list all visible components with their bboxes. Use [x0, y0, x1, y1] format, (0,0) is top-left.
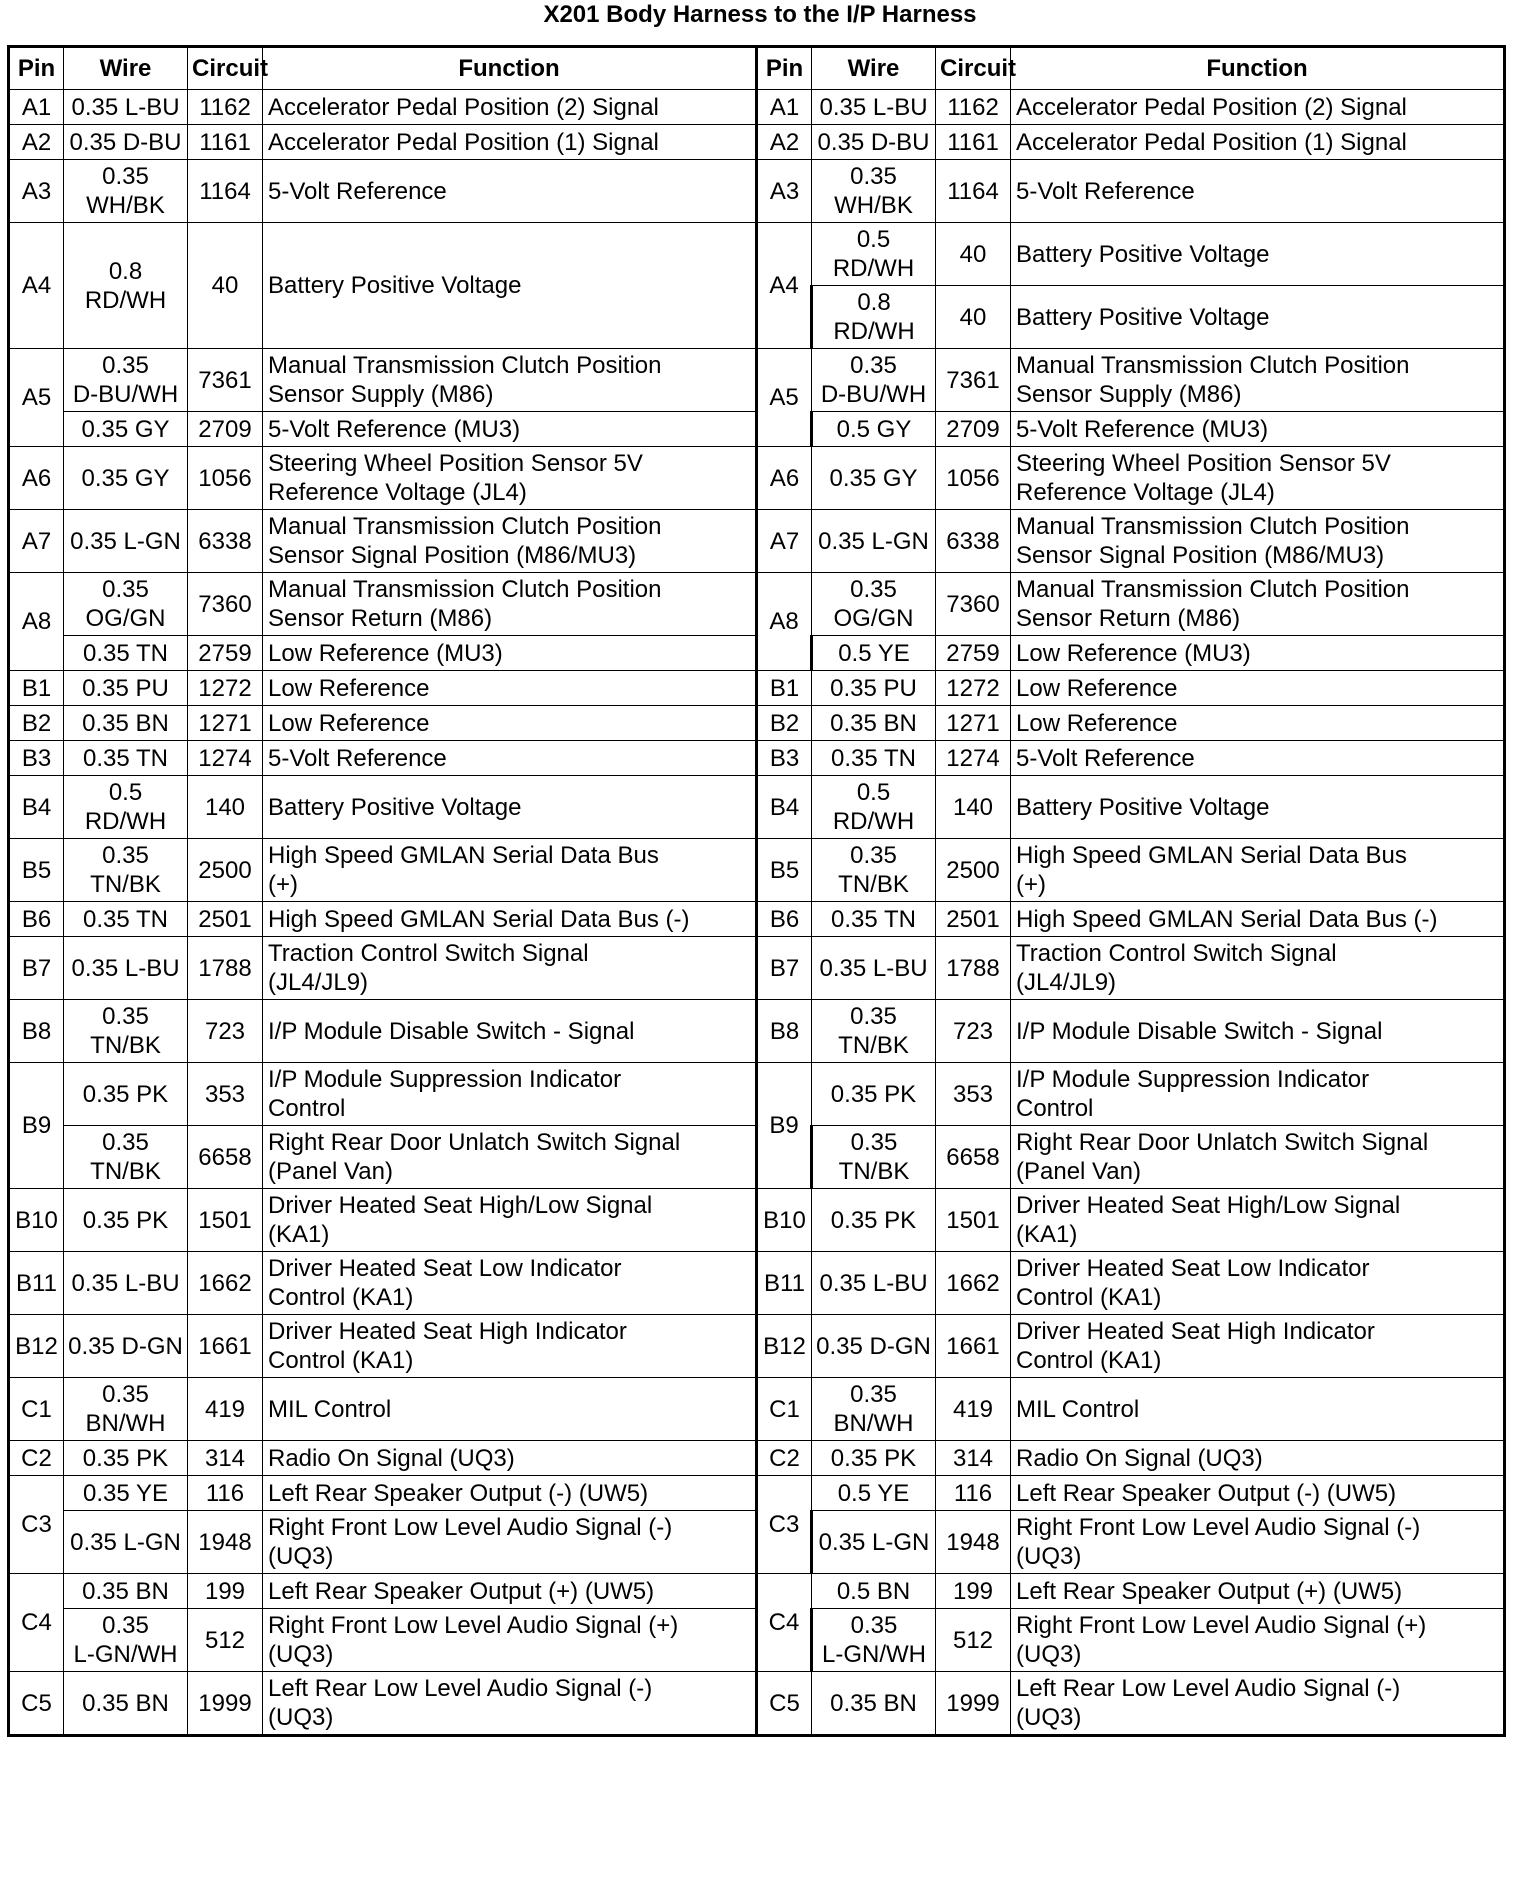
- circuit-cell: 2759: [188, 636, 263, 671]
- circuit-cell: 1161: [188, 125, 263, 160]
- function-cell: Battery Positive Voltage: [1011, 223, 1505, 286]
- function-cell: Driver Heated Seat Low Indicator Control (KA1): [263, 1252, 757, 1315]
- circuit-cell: 1999: [936, 1672, 1011, 1736]
- pin-cell: A5: [757, 349, 812, 447]
- wire-cell: 0.35 L-GN: [812, 510, 936, 573]
- header-pin: Pin: [757, 47, 812, 90]
- function-cell: High Speed GMLAN Serial Data Bus (+): [1011, 839, 1505, 902]
- pin-cell: B6: [757, 902, 812, 937]
- wire-cell: 0.5 RD/WH: [64, 776, 188, 839]
- wire-cell: 0.35 L-GN: [64, 510, 188, 573]
- function-cell: 5-Volt Reference: [263, 741, 757, 776]
- header-wire: Wire: [812, 47, 936, 90]
- function-cell: Right Front Low Level Audio Signal (+) (UQ3): [263, 1609, 757, 1672]
- wire-cell: 0.35 OG/GN: [812, 573, 936, 636]
- wire-cell: 0.35 L-GN/WH: [64, 1609, 188, 1672]
- function-cell: Manual Transmission Clutch Position Sensor Signal Position (M86/MU3): [1011, 510, 1505, 573]
- function-cell: Driver Heated Seat High/Low Signal (KA1): [1011, 1189, 1505, 1252]
- wire-cell: 0.35 L-BU: [64, 937, 188, 1000]
- circuit-cell: 1272: [936, 671, 1011, 706]
- wire-cell: 0.35 YE: [64, 1476, 188, 1511]
- circuit-cell: 1164: [936, 160, 1011, 223]
- circuit-cell: 199: [188, 1574, 263, 1609]
- function-cell: High Speed GMLAN Serial Data Bus (-): [1011, 902, 1505, 937]
- pin-cell: B12: [757, 1315, 812, 1378]
- wire-cell: 0.35 L-BU: [812, 90, 936, 125]
- circuit-cell: 116: [188, 1476, 263, 1511]
- pin-cell: C2: [757, 1441, 812, 1476]
- circuit-cell: 1788: [188, 937, 263, 1000]
- circuit-cell: 512: [188, 1609, 263, 1672]
- wire-cell: 0.5 RD/WH: [812, 223, 936, 286]
- wire-cell: 0.5 BN: [812, 1574, 936, 1609]
- circuit-cell: 314: [188, 1441, 263, 1476]
- table-row: [9, 671, 1505, 706]
- pin-cell: B9: [9, 1063, 64, 1189]
- circuit-cell: 7361: [936, 349, 1011, 412]
- circuit-cell: 419: [188, 1378, 263, 1441]
- function-cell: Right Front Low Level Audio Signal (-) (UQ3): [263, 1511, 757, 1574]
- pin-cell: A6: [757, 447, 812, 510]
- wire-cell: 0.35 BN: [64, 1672, 188, 1736]
- circuit-cell: 1056: [188, 447, 263, 510]
- circuit-cell: 353: [936, 1063, 1011, 1126]
- table-row: [9, 1378, 1505, 1441]
- pin-cell: A3: [757, 160, 812, 223]
- pin-cell: B1: [9, 671, 64, 706]
- table-row: [9, 573, 1505, 636]
- wire-cell: 0.35 L-GN/WH: [812, 1609, 936, 1672]
- pin-cell: B5: [9, 839, 64, 902]
- circuit-cell: 1161: [936, 125, 1011, 160]
- table-row: [9, 160, 1505, 223]
- wire-cell: 0.35 L-BU: [812, 1252, 936, 1315]
- function-cell: Manual Transmission Clutch Position Sensor Return (M86): [1011, 573, 1505, 636]
- pin-cell: C5: [757, 1672, 812, 1736]
- wire-cell: 0.8 RD/WH: [64, 223, 188, 349]
- wire-cell: 0.35 BN/WH: [812, 1378, 936, 1441]
- wire-cell: 0.5 YE: [812, 1476, 936, 1511]
- function-cell: Accelerator Pedal Position (1) Signal: [263, 125, 757, 160]
- circuit-cell: 2500: [188, 839, 263, 902]
- table-row: [9, 839, 1505, 902]
- wire-cell: 0.35 D-GN: [64, 1315, 188, 1378]
- function-cell: Right Rear Door Unlatch Switch Signal (Panel Van): [263, 1126, 757, 1189]
- pin-cell: A1: [9, 90, 64, 125]
- pin-cell: A8: [9, 573, 64, 671]
- pin-cell: B4: [757, 776, 812, 839]
- function-cell: Steering Wheel Position Sensor 5V Reference Voltage (JL4): [1011, 447, 1505, 510]
- function-cell: Right Rear Door Unlatch Switch Signal (Panel Van): [1011, 1126, 1505, 1189]
- function-cell: Battery Positive Voltage: [263, 776, 757, 839]
- function-cell: I/P Module Disable Switch - Signal: [263, 1000, 757, 1063]
- pin-cell: A8: [757, 573, 812, 671]
- wire-cell: 0.35 D-BU/WH: [812, 349, 936, 412]
- wire-cell: 0.35 TN: [812, 741, 936, 776]
- function-cell: Battery Positive Voltage: [263, 223, 757, 349]
- wire-cell: 0.35 L-GN: [812, 1511, 936, 1574]
- function-cell: Low Reference: [263, 706, 757, 741]
- function-cell: High Speed GMLAN Serial Data Bus (+): [263, 839, 757, 902]
- function-cell: Left Rear Speaker Output (-) (UW5): [1011, 1476, 1505, 1511]
- function-cell: High Speed GMLAN Serial Data Bus (-): [263, 902, 757, 937]
- circuit-cell: 199: [936, 1574, 1011, 1609]
- wire-cell: 0.35 BN: [812, 1672, 936, 1736]
- function-cell: Accelerator Pedal Position (2) Signal: [1011, 90, 1505, 125]
- connector-table: [7, 45, 1506, 1737]
- pin-cell: A1: [757, 90, 812, 125]
- table-row: [9, 741, 1505, 776]
- function-cell: Manual Transmission Clutch Position Sensor Return (M86): [263, 573, 757, 636]
- function-cell: Battery Positive Voltage: [1011, 286, 1505, 349]
- circuit-cell: 2501: [188, 902, 263, 937]
- pin-cell: A7: [9, 510, 64, 573]
- wire-cell: 0.35 TN/BK: [812, 1126, 936, 1189]
- circuit-cell: 1948: [936, 1511, 1011, 1574]
- table-row: [9, 1189, 1505, 1252]
- table-row: [9, 902, 1505, 937]
- circuit-cell: 6338: [188, 510, 263, 573]
- header-function: Function: [263, 47, 757, 90]
- wire-cell: 0.35 BN: [812, 706, 936, 741]
- circuit-cell: 1056: [936, 447, 1011, 510]
- table-body: [9, 90, 1505, 1736]
- circuit-cell: 1271: [936, 706, 1011, 741]
- pin-cell: C3: [9, 1476, 64, 1574]
- header-circuit: Circuit: [188, 47, 263, 90]
- wire-cell: 0.35 GY: [64, 447, 188, 510]
- header-wire: Wire: [64, 47, 188, 90]
- table-row: [9, 447, 1505, 510]
- wire-cell: 0.35 L-BU: [812, 937, 936, 1000]
- function-cell: Low Reference: [1011, 671, 1505, 706]
- wire-cell: 0.35 TN/BK: [812, 839, 936, 902]
- circuit-cell: 1272: [188, 671, 263, 706]
- pin-cell: B7: [9, 937, 64, 1000]
- table-row: [9, 1441, 1505, 1476]
- wire-cell: 0.35 D-BU/WH: [64, 349, 188, 412]
- function-cell: Manual Transmission Clutch Position Sensor Signal Position (M86/MU3): [263, 510, 757, 573]
- wire-cell: 0.35 L-BU: [64, 1252, 188, 1315]
- circuit-cell: 1271: [188, 706, 263, 741]
- wire-cell: 0.35 TN: [64, 636, 188, 671]
- pin-cell: B7: [757, 937, 812, 1000]
- pin-cell: C2: [9, 1441, 64, 1476]
- function-cell: Left Rear Speaker Output (+) (UW5): [263, 1574, 757, 1609]
- circuit-cell: 2709: [936, 412, 1011, 447]
- table-row: [9, 1252, 1505, 1315]
- function-cell: Driver Heated Seat High Indicator Control (KA1): [263, 1315, 757, 1378]
- wire-cell: 0.35 WH/BK: [64, 160, 188, 223]
- wire-cell: 0.35 OG/GN: [64, 573, 188, 636]
- function-cell: 5-Volt Reference: [263, 160, 757, 223]
- wire-cell: 0.35 D-BU: [64, 125, 188, 160]
- function-cell: Manual Transmission Clutch Position Sensor Supply (M86): [263, 349, 757, 412]
- circuit-cell: 2709: [188, 412, 263, 447]
- circuit-cell: 2501: [936, 902, 1011, 937]
- function-cell: Right Front Low Level Audio Signal (-) (UQ3): [1011, 1511, 1505, 1574]
- function-cell: Manual Transmission Clutch Position Sensor Supply (M86): [1011, 349, 1505, 412]
- pin-cell: A3: [9, 160, 64, 223]
- wire-cell: 0.35 PK: [812, 1441, 936, 1476]
- function-cell: I/P Module Suppression Indicator Control: [263, 1063, 757, 1126]
- header-function: Function: [1011, 47, 1505, 90]
- circuit-cell: 1662: [936, 1252, 1011, 1315]
- pin-cell: B6: [9, 902, 64, 937]
- pin-cell: A4: [757, 223, 812, 349]
- function-cell: Radio On Signal (UQ3): [263, 1441, 757, 1476]
- wire-cell: 0.35 BN: [64, 1574, 188, 1609]
- circuit-cell: 6338: [936, 510, 1011, 573]
- pin-cell: C1: [757, 1378, 812, 1441]
- function-cell: Low Reference: [1011, 706, 1505, 741]
- table-title: X201 Body Harness to the I/P Harness: [543, 1, 977, 28]
- wire-cell: 0.8 RD/WH: [812, 286, 936, 349]
- circuit-cell: 7361: [188, 349, 263, 412]
- circuit-cell: 6658: [936, 1126, 1011, 1189]
- circuit-cell: 1501: [936, 1189, 1011, 1252]
- function-cell: Low Reference: [263, 671, 757, 706]
- pin-cell: A4: [9, 223, 64, 349]
- wire-cell: 0.35 TN: [64, 902, 188, 937]
- header-circuit: Circuit: [936, 47, 1011, 90]
- pin-cell: A2: [757, 125, 812, 160]
- circuit-cell: 140: [936, 776, 1011, 839]
- wire-cell: 0.35 BN: [64, 706, 188, 741]
- pin-cell: B10: [9, 1189, 64, 1252]
- pin-cell: B5: [757, 839, 812, 902]
- table-row: [9, 1315, 1505, 1378]
- wire-cell: 0.35 PK: [812, 1189, 936, 1252]
- pin-cell: A7: [757, 510, 812, 573]
- pin-cell: A5: [9, 349, 64, 447]
- pin-cell: C1: [9, 1378, 64, 1441]
- table-row: [9, 125, 1505, 160]
- circuit-cell: 140: [188, 776, 263, 839]
- pin-cell: B8: [757, 1000, 812, 1063]
- function-cell: Driver Heated Seat Low Indicator Control (KA1): [1011, 1252, 1505, 1315]
- function-cell: Driver Heated Seat High Indicator Control (KA1): [1011, 1315, 1505, 1378]
- table-row: [9, 1000, 1505, 1063]
- wire-cell: 0.5 GY: [812, 412, 936, 447]
- wire-cell: 0.35 PK: [64, 1063, 188, 1126]
- function-cell: Left Rear Low Level Audio Signal (-) (UQ3): [263, 1672, 757, 1736]
- pin-cell: B4: [9, 776, 64, 839]
- pin-cell: C4: [9, 1574, 64, 1672]
- circuit-cell: 1948: [188, 1511, 263, 1574]
- function-cell: Radio On Signal (UQ3): [1011, 1441, 1505, 1476]
- wire-cell: 0.35 TN/BK: [64, 1000, 188, 1063]
- circuit-cell: 419: [936, 1378, 1011, 1441]
- pin-cell: C4: [757, 1574, 812, 1672]
- wire-cell: 0.35 WH/BK: [812, 160, 936, 223]
- table-row: [9, 706, 1505, 741]
- wire-cell: 0.35 TN/BK: [64, 839, 188, 902]
- wire-cell: 0.35 L-BU: [64, 90, 188, 125]
- circuit-cell: 7360: [936, 573, 1011, 636]
- function-cell: Low Reference (MU3): [1011, 636, 1505, 671]
- function-cell: MIL Control: [263, 1378, 757, 1441]
- pin-cell: B10: [757, 1189, 812, 1252]
- table-row: [9, 937, 1505, 1000]
- function-cell: 5-Volt Reference: [1011, 160, 1505, 223]
- circuit-cell: 353: [188, 1063, 263, 1126]
- function-cell: Left Rear Speaker Output (+) (UW5): [1011, 1574, 1505, 1609]
- function-cell: Low Reference (MU3): [263, 636, 757, 671]
- circuit-cell: 723: [936, 1000, 1011, 1063]
- wire-cell: 0.35 D-GN: [812, 1315, 936, 1378]
- wire-cell: 0.35 TN: [64, 741, 188, 776]
- wire-cell: 0.35 TN: [812, 902, 936, 937]
- table-row: [9, 510, 1505, 573]
- wire-cell: 0.35 D-BU: [812, 125, 936, 160]
- table-row: [9, 349, 1505, 412]
- circuit-cell: 1162: [188, 90, 263, 125]
- wire-cell: 0.35 L-GN: [64, 1511, 188, 1574]
- circuit-cell: 40: [188, 223, 263, 349]
- circuit-cell: 1788: [936, 937, 1011, 1000]
- circuit-cell: 1661: [188, 1315, 263, 1378]
- pin-cell: A6: [9, 447, 64, 510]
- table-row: [9, 1063, 1505, 1126]
- circuit-cell: 1662: [188, 1252, 263, 1315]
- function-cell: Traction Control Switch Signal (JL4/JL9): [263, 937, 757, 1000]
- circuit-cell: 512: [936, 1609, 1011, 1672]
- circuit-cell: 6658: [188, 1126, 263, 1189]
- circuit-cell: 1274: [188, 741, 263, 776]
- pin-cell: B1: [757, 671, 812, 706]
- table-row: [9, 1574, 1505, 1609]
- table-row: [9, 1672, 1505, 1736]
- function-cell: Battery Positive Voltage: [1011, 776, 1505, 839]
- pin-cell: B3: [757, 741, 812, 776]
- table-row: [9, 1476, 1505, 1511]
- wire-cell: 0.35 PU: [64, 671, 188, 706]
- circuit-cell: 2500: [936, 839, 1011, 902]
- circuit-cell: 723: [188, 1000, 263, 1063]
- circuit-cell: 40: [936, 223, 1011, 286]
- pin-cell: B9: [757, 1063, 812, 1189]
- function-cell: Steering Wheel Position Sensor 5V Reference Voltage (JL4): [263, 447, 757, 510]
- circuit-cell: 116: [936, 1476, 1011, 1511]
- wire-cell: 0.5 RD/WH: [812, 776, 936, 839]
- wire-cell: 0.35 PK: [64, 1441, 188, 1476]
- function-cell: MIL Control: [1011, 1378, 1505, 1441]
- function-cell: Left Rear Speaker Output (-) (UW5): [263, 1476, 757, 1511]
- function-cell: Accelerator Pedal Position (2) Signal: [263, 90, 757, 125]
- table-row: [9, 90, 1505, 125]
- circuit-cell: 1999: [188, 1672, 263, 1736]
- pin-cell: C5: [9, 1672, 64, 1736]
- function-cell: Accelerator Pedal Position (1) Signal: [1011, 125, 1505, 160]
- function-cell: Right Front Low Level Audio Signal (+) (UQ3): [1011, 1609, 1505, 1672]
- circuit-cell: 7360: [188, 573, 263, 636]
- pin-cell: B2: [9, 706, 64, 741]
- circuit-cell: 2759: [936, 636, 1011, 671]
- wire-cell: 0.5 YE: [812, 636, 936, 671]
- table-row: [9, 776, 1505, 839]
- pin-cell: B8: [9, 1000, 64, 1063]
- pin-cell: B12: [9, 1315, 64, 1378]
- wire-cell: 0.35 PK: [64, 1189, 188, 1252]
- wire-cell: 0.35 TN/BK: [812, 1000, 936, 1063]
- circuit-cell: 1162: [936, 90, 1011, 125]
- circuit-cell: 40: [936, 286, 1011, 349]
- pin-cell: C3: [757, 1476, 812, 1574]
- circuit-cell: 314: [936, 1441, 1011, 1476]
- pin-cell: A2: [9, 125, 64, 160]
- wire-cell: 0.35 GY: [812, 447, 936, 510]
- circuit-cell: 1274: [936, 741, 1011, 776]
- header-pin: Pin: [9, 47, 64, 90]
- circuit-cell: 1164: [188, 160, 263, 223]
- header-row: [9, 47, 1505, 90]
- pin-cell: B11: [757, 1252, 812, 1315]
- function-cell: I/P Module Suppression Indicator Control: [1011, 1063, 1505, 1126]
- function-cell: Driver Heated Seat High/Low Signal (KA1): [263, 1189, 757, 1252]
- function-cell: 5-Volt Reference (MU3): [263, 412, 757, 447]
- circuit-cell: 1501: [188, 1189, 263, 1252]
- function-cell: Left Rear Low Level Audio Signal (-) (UQ3): [1011, 1672, 1505, 1736]
- circuit-cell: 1661: [936, 1315, 1011, 1378]
- function-cell: 5-Volt Reference: [1011, 741, 1505, 776]
- wire-cell: 0.35 GY: [64, 412, 188, 447]
- wire-cell: 0.35 PU: [812, 671, 936, 706]
- function-cell: I/P Module Disable Switch - Signal: [1011, 1000, 1505, 1063]
- wire-cell: 0.35 BN/WH: [64, 1378, 188, 1441]
- wire-cell: 0.35 PK: [812, 1063, 936, 1126]
- function-cell: Traction Control Switch Signal (JL4/JL9): [1011, 937, 1505, 1000]
- pin-cell: B3: [9, 741, 64, 776]
- pin-cell: B11: [9, 1252, 64, 1315]
- pin-cell: B2: [757, 706, 812, 741]
- wire-cell: 0.35 TN/BK: [64, 1126, 188, 1189]
- table-row: [9, 223, 1505, 286]
- function-cell: 5-Volt Reference (MU3): [1011, 412, 1505, 447]
